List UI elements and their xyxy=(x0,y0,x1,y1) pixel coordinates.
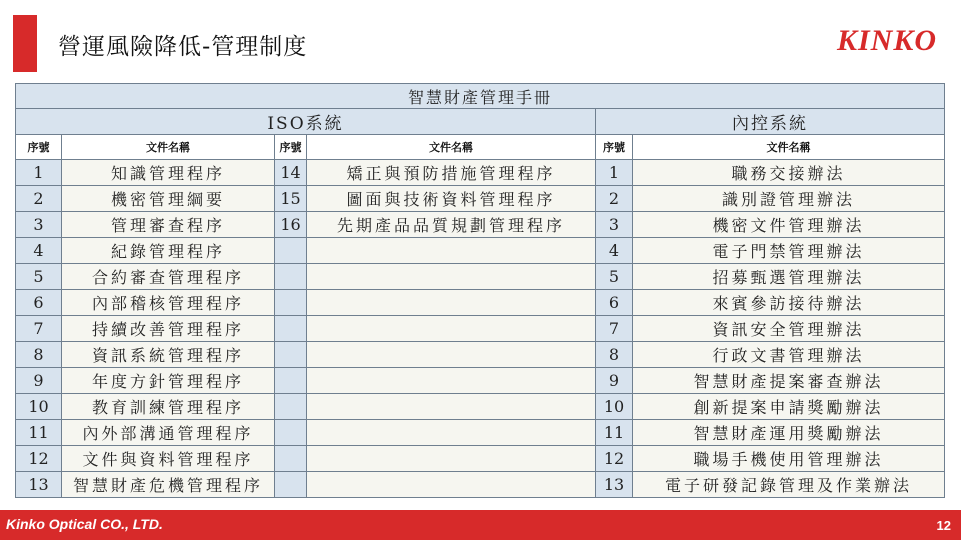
empty-cell xyxy=(275,420,307,446)
iso-doc-number: 7 xyxy=(16,316,62,342)
col-header-no: 序號 xyxy=(16,135,62,160)
iso-doc-number: 10 xyxy=(16,394,62,420)
ic-doc-number: 4 xyxy=(596,238,633,264)
title-accent-bar xyxy=(13,15,37,72)
iso-doc-name: 先期產品品質規劃管理程序 xyxy=(307,212,596,238)
iso-doc-number: 1 xyxy=(16,160,62,186)
iso-doc-number: 14 xyxy=(275,160,307,186)
table-row xyxy=(16,160,945,186)
empty-cell xyxy=(307,342,596,368)
ic-doc-name: 職場手機使用管理辦法 xyxy=(633,446,945,472)
ic-doc-number: 9 xyxy=(596,368,633,394)
ic-doc-name: 識別證管理辦法 xyxy=(633,186,945,212)
ic-doc-name: 電子研發記錄管理及作業辦法 xyxy=(633,472,945,498)
col-header-no: 序號 xyxy=(275,135,307,160)
iso-doc-name: 文件與資料管理程序 xyxy=(62,446,275,472)
table-row xyxy=(16,446,945,472)
empty-cell xyxy=(275,238,307,264)
ic-doc-name: 電子門禁管理辦法 xyxy=(633,238,945,264)
table-row xyxy=(16,264,945,290)
table-title: 智慧財產管理手冊 xyxy=(16,84,945,109)
table-row xyxy=(16,394,945,420)
ic-doc-number: 5 xyxy=(596,264,633,290)
iso-doc-number: 8 xyxy=(16,342,62,368)
ic-doc-name: 創新提案申請獎勵辦法 xyxy=(633,394,945,420)
table-row xyxy=(16,368,945,394)
empty-cell xyxy=(275,446,307,472)
table-row xyxy=(16,342,945,368)
iso-doc-number: 13 xyxy=(16,472,62,498)
ic-doc-name: 行政文書管理辦法 xyxy=(633,342,945,368)
ic-doc-name: 資訊安全管理辦法 xyxy=(633,316,945,342)
ic-doc-name: 來賓參訪接待辦法 xyxy=(633,290,945,316)
iso-doc-name: 智慧財產危機管理程序 xyxy=(62,472,275,498)
col-header-name: 文件名稱 xyxy=(62,135,275,160)
iso-doc-name: 合約審查管理程序 xyxy=(62,264,275,290)
empty-cell xyxy=(307,264,596,290)
ic-doc-number: 7 xyxy=(596,316,633,342)
empty-cell xyxy=(307,472,596,498)
iso-doc-name: 紀錄管理程序 xyxy=(62,238,275,264)
iso-doc-name: 機密管理綱要 xyxy=(62,186,275,212)
iso-doc-number: 4 xyxy=(16,238,62,264)
iso-doc-name: 內部稽核管理程序 xyxy=(62,290,275,316)
iso-doc-number: 6 xyxy=(16,290,62,316)
iso-doc-name: 持續改善管理程序 xyxy=(62,316,275,342)
empty-cell xyxy=(275,394,307,420)
iso-doc-number: 5 xyxy=(16,264,62,290)
table-row xyxy=(16,186,945,212)
page-number: 12 xyxy=(936,518,951,533)
ic-doc-number: 6 xyxy=(596,290,633,316)
ic-doc-name: 職務交接辦法 xyxy=(633,160,945,186)
company-logo: KINKO xyxy=(836,24,937,57)
empty-cell xyxy=(307,368,596,394)
iso-doc-name: 圖面與技術資料管理程序 xyxy=(307,186,596,212)
empty-cell xyxy=(275,342,307,368)
iso-doc-number: 12 xyxy=(16,446,62,472)
iso-system-header: ISO系統 xyxy=(16,109,596,135)
internal-control-header: 內控系統 xyxy=(596,109,945,135)
col-header-name: 文件名稱 xyxy=(633,135,945,160)
iso-doc-number: 15 xyxy=(275,186,307,212)
empty-cell xyxy=(307,420,596,446)
iso-doc-name: 知識管理程序 xyxy=(62,160,275,186)
footer-bar xyxy=(0,510,961,540)
iso-doc-name: 矯正與預防措施管理程序 xyxy=(307,160,596,186)
table-row xyxy=(16,472,945,498)
table-row xyxy=(16,238,945,264)
empty-cell xyxy=(307,316,596,342)
ic-doc-name: 智慧財產提案審查辦法 xyxy=(633,368,945,394)
empty-cell xyxy=(275,368,307,394)
ic-doc-number: 13 xyxy=(596,472,633,498)
table-row xyxy=(16,420,945,446)
ic-doc-name: 智慧財產運用獎勵辦法 xyxy=(633,420,945,446)
ic-doc-number: 10 xyxy=(596,394,633,420)
ip-manual-table xyxy=(15,83,945,498)
ic-doc-number: 12 xyxy=(596,446,633,472)
iso-doc-number: 9 xyxy=(16,368,62,394)
ic-doc-name: 機密文件管理辦法 xyxy=(633,212,945,238)
iso-doc-name: 資訊系統管理程序 xyxy=(62,342,275,368)
ic-doc-number: 3 xyxy=(596,212,633,238)
iso-doc-name: 教育訓練管理程序 xyxy=(62,394,275,420)
table-row xyxy=(16,212,945,238)
empty-cell xyxy=(307,446,596,472)
company-name: Kinko Optical CO., LTD. xyxy=(6,516,163,532)
iso-doc-name: 年度方針管理程序 xyxy=(62,368,275,394)
empty-cell xyxy=(307,290,596,316)
empty-cell xyxy=(307,238,596,264)
iso-doc-number: 16 xyxy=(275,212,307,238)
empty-cell xyxy=(275,264,307,290)
ic-doc-name: 招募甄選管理辦法 xyxy=(633,264,945,290)
empty-cell xyxy=(275,316,307,342)
ic-doc-number: 1 xyxy=(596,160,633,186)
page-title: 營運風險降低-管理制度 xyxy=(58,34,308,60)
ic-doc-number: 8 xyxy=(596,342,633,368)
ic-doc-number: 2 xyxy=(596,186,633,212)
empty-cell xyxy=(275,290,307,316)
table-row xyxy=(16,290,945,316)
empty-cell xyxy=(307,394,596,420)
iso-doc-name: 內外部溝通管理程序 xyxy=(62,420,275,446)
col-header-no: 序號 xyxy=(596,135,633,160)
empty-cell xyxy=(275,472,307,498)
ic-doc-number: 11 xyxy=(596,420,633,446)
iso-doc-name: 管理審查程序 xyxy=(62,212,275,238)
col-header-name: 文件名稱 xyxy=(307,135,596,160)
iso-doc-number: 2 xyxy=(16,186,62,212)
table-row xyxy=(16,316,945,342)
iso-doc-number: 11 xyxy=(16,420,62,446)
iso-doc-number: 3 xyxy=(16,212,62,238)
